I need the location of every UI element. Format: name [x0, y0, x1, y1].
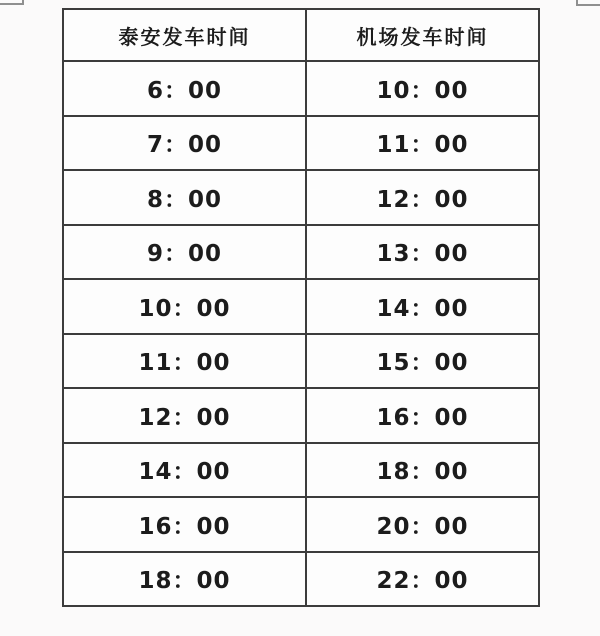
- table-row: [63, 61, 539, 116]
- column-header-airport: 机场发车时间: [306, 9, 539, 61]
- cell-airport-time: 22：00: [306, 552, 539, 607]
- cell-taian-time: 18：00: [63, 552, 306, 607]
- shuttle-timetable: [62, 8, 540, 607]
- table-row: [63, 170, 539, 225]
- cell-airport-time: 20：00: [306, 497, 539, 552]
- table-row: [63, 552, 539, 607]
- cell-airport-time: 13：00: [306, 225, 539, 280]
- clipped-element-corner-top-right: [576, 0, 600, 6]
- table-row: [63, 116, 539, 171]
- column-header-taian: 泰安发车时间: [63, 9, 306, 61]
- cell-taian-time: 12：00: [63, 388, 306, 443]
- timetable-body: [63, 61, 539, 606]
- cell-airport-time: 10：00: [306, 61, 539, 116]
- table-row: [63, 279, 539, 334]
- table-row: [63, 443, 539, 498]
- clipped-element-corner-top-left: [0, 0, 24, 5]
- cell-airport-time: 11：00: [306, 116, 539, 171]
- table-row: [63, 334, 539, 389]
- cell-airport-time: 15：00: [306, 334, 539, 389]
- cell-taian-time: 8：00: [63, 170, 306, 225]
- table-row: [63, 497, 539, 552]
- table-row: [63, 225, 539, 280]
- cell-taian-time: 11：00: [63, 334, 306, 389]
- table-row: [63, 388, 539, 443]
- cell-taian-time: 10：00: [63, 279, 306, 334]
- timetable-container: [62, 8, 540, 607]
- cell-airport-time: 16：00: [306, 388, 539, 443]
- header-row: [63, 9, 539, 61]
- cell-taian-time: 7：00: [63, 116, 306, 171]
- cell-taian-time: 9：00: [63, 225, 306, 280]
- cell-airport-time: 18：00: [306, 443, 539, 498]
- cell-taian-time: 14：00: [63, 443, 306, 498]
- cell-taian-time: 16：00: [63, 497, 306, 552]
- cell-taian-time: 6：00: [63, 61, 306, 116]
- cell-airport-time: 12：00: [306, 170, 539, 225]
- cell-airport-time: 14：00: [306, 279, 539, 334]
